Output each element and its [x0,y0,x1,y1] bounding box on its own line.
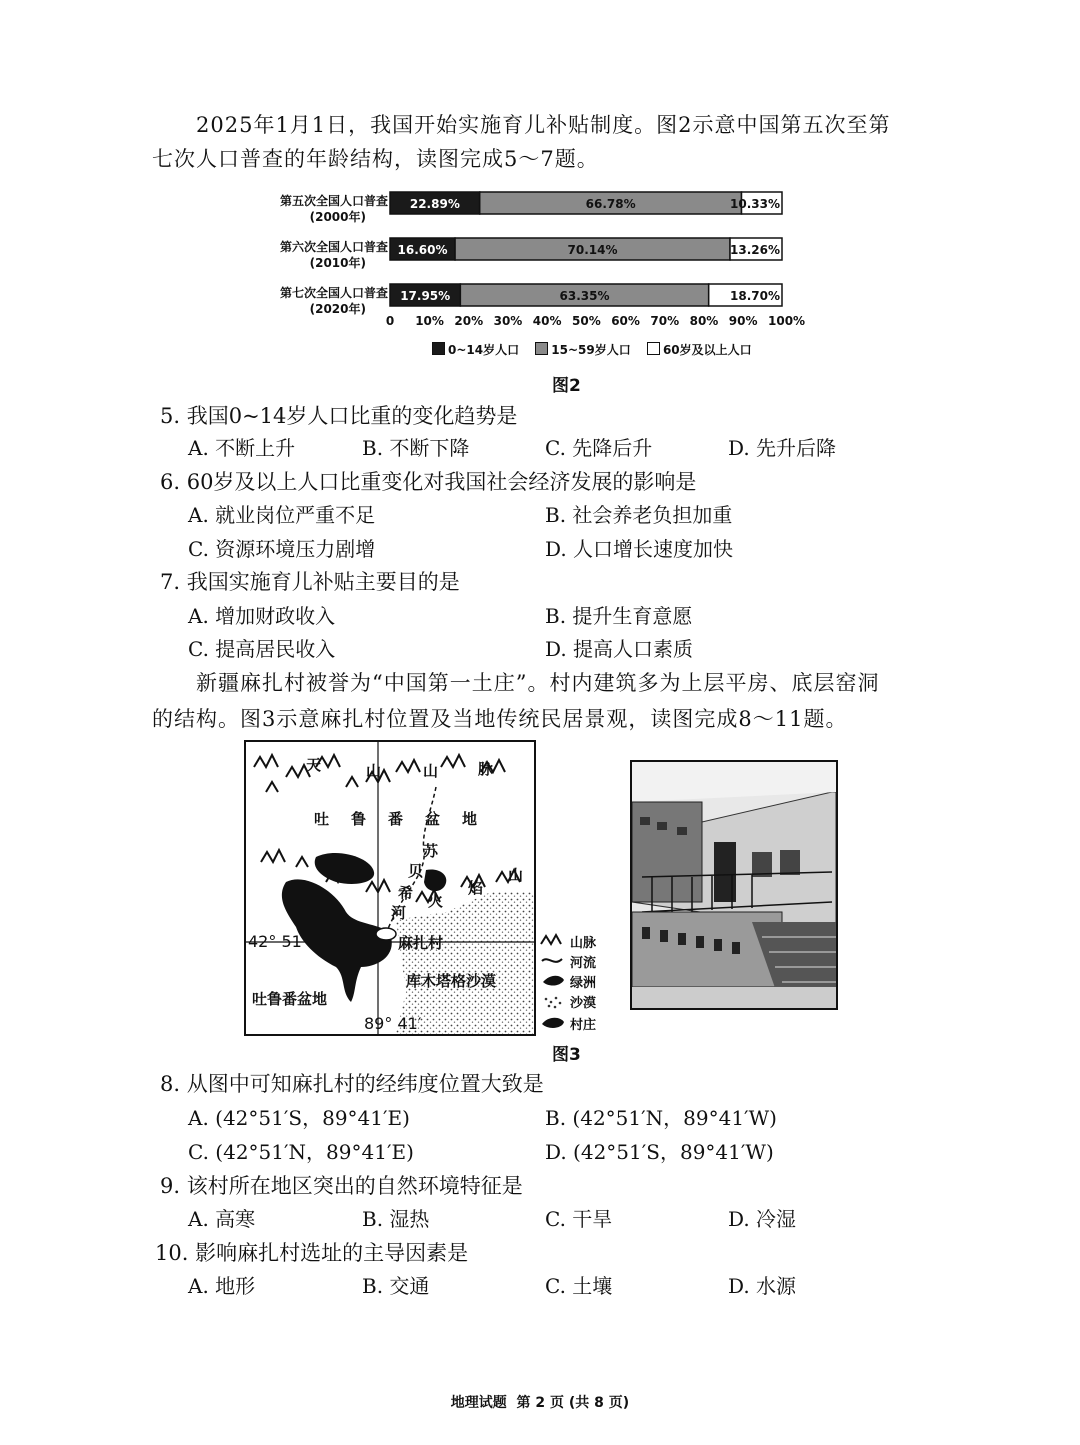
x-tick-label: 0 [385,314,395,328]
x-tick-label: 10% [415,314,444,328]
map-label-basin-bottom: 吐鲁番盆地 [252,990,328,1008]
legend-swatch-dark [432,342,445,355]
village-label: 麻扎村 [398,934,444,952]
q8-option-b: B. (42°51′N，89°41′W) [545,1106,777,1130]
bar-value-label: 70.14% [567,243,618,257]
bar-value-label: 16.60% [397,243,448,257]
q6-option-a: A. 就业岗位严重不足 [188,503,376,527]
map-label-he: 河 [391,904,407,922]
legend-village-label: 村庄 [570,1018,597,1033]
location-map [244,740,536,1036]
legend-desert-label: 沙漠 [570,996,597,1011]
q8-stem: 8. 从图中可知麻扎村的经纬度位置大致是 [160,1072,544,1096]
figure-2-chart [270,188,810,388]
desert-label: 库木塔格沙漠 [406,972,497,990]
legend-item [535,343,630,357]
bar-value-label: 22.89% [409,197,460,211]
q10-stem: 10. 影响麻扎村选址的主导因素是 [155,1241,469,1265]
map-label-mai: 脉 [478,760,494,778]
bar-value-label: 63.35% [559,289,610,303]
figure-2-caption: 图2 [552,376,581,396]
map-label-shan-3: 山 [508,866,524,884]
desert-area [396,892,534,1034]
x-tick-label: 50% [572,314,601,328]
q9-option-d: D. 冷湿 [728,1207,797,1231]
x-tick-label: 80% [689,314,719,328]
x-tick-label: 60% [611,314,640,328]
x-tick-label: 90% [728,314,758,328]
bar-value-label: 66.78% [585,197,636,211]
oasis [424,869,446,891]
q5-option-d: D. 先升后降 [728,436,837,460]
q6-option-c: C. 资源环境压力剧增 [188,537,376,561]
q9-stem: 9. 该村所在地区突出的自然环境特征是 [160,1174,523,1198]
map-label-shan: 山 [366,762,382,780]
q7-option-a: A. 增加财政收入 [188,604,336,628]
q6-option-b: B. 社会养老负担加重 [545,503,733,527]
x-tick-label: 70% [650,314,680,328]
bar-value-label: 18.70% [730,289,780,303]
map-legend [538,930,618,1034]
bar-value-label: 17.95% [400,289,451,303]
q5-stem: 5. 我国0~14岁人口比重的变化趋势是 [160,404,518,428]
village-marker [376,928,396,940]
q5-option-b: B. 不断下降 [362,436,470,460]
q10-option-b: B. 交通 [362,1274,430,1298]
map-label-su: 苏 [423,842,439,860]
category-year: (2000年) [309,210,366,224]
map-label-shan-2: 山 [423,762,439,780]
dwelling-sketch [632,762,836,1008]
q8-option-d: D. (42°51′S，89°41′W) [545,1140,774,1164]
category-name: 第五次全国人口普查 [279,194,388,208]
q9-option-c: C. 干旱 [545,1207,613,1231]
legend-mountain-label: 山脉 [570,936,597,951]
page-footer: 地理试题 第 2 页 (共 8 页) [450,1395,630,1411]
q6-stem: 6. 60岁及以上人口比重变化对我国社会经济发展的影响是 [160,470,697,494]
category-name: 第六次全国人口普查 [279,240,388,254]
category-year: (2010年) [309,256,366,270]
q10-option-a: A. 地形 [188,1274,256,1298]
legend-label: 60岁及以上人口 [662,343,752,357]
legend-oasis-label: 绿洲 [570,976,597,991]
stacked-bar-plot [270,188,810,333]
q10-option-c: C. 土壤 [545,1274,613,1298]
legend-symbols [538,930,568,1034]
map-label-bei: 贝 [408,862,424,880]
map-label-yan: 焰 [468,879,484,897]
q10-option-d: D. 水源 [728,1274,797,1298]
q5-option-a: A. 不断上升 [188,436,296,460]
q5-option-c: C. 先降后升 [545,436,653,460]
q7-option-d: D. 提高人口素质 [545,637,694,661]
x-tick-label: 40% [532,314,562,328]
legend-item [647,343,752,357]
q9-option-a: A. 高寒 [188,1207,256,1231]
desert-icon [545,997,562,1009]
map-label-basin-top: 吐鲁番盆地 [314,810,500,828]
x-tick-label: 30% [493,314,523,328]
map-label-xi: 希 [398,884,414,902]
bar-value-label: 10.33% [730,197,780,211]
x-tick-label: 100% [768,314,806,328]
legend-item [432,343,519,357]
legend-label: 0~14岁人口 [448,343,520,357]
river-icon [542,959,562,962]
bar-value-label: 13.26% [730,243,780,257]
q7-option-b: B. 提升生育意愿 [545,604,693,628]
q6-option-d: D. 人口增长速度加快 [545,537,734,561]
oasis [315,853,374,884]
map-label-huo: 火 [428,892,444,910]
longitude-label: 89° 41′ [364,1014,422,1033]
oasis-icon [543,976,564,986]
x-tick-label: 20% [454,314,484,328]
mountain-icon [541,935,561,944]
chart-legend [432,341,752,358]
intro1-line1: 2025年1月1日，我国开始实施育儿补贴制度。图2示意中国第五次至第 [196,113,891,137]
map-label-tian: 天 [306,756,322,774]
legend-swatch-white [647,342,660,355]
figure-3-caption: 图3 [552,1045,581,1065]
q9-option-b: B. 湿热 [362,1207,430,1231]
intro2-line2: 的结构。图3示意麻扎村位置及当地传统民居景观，读图完成8～11题。 [152,707,848,731]
q7-option-c: C. 提高居民收入 [188,637,336,661]
q7-stem: 7. 我国实施育儿补贴主要目的是 [160,570,460,594]
village-icon [542,1018,564,1028]
legend-river-label: 河流 [570,956,597,971]
q8-option-c: C. (42°51′N，89°41′E) [188,1140,414,1164]
category-year: (2020年) [309,302,366,316]
intro2-line1: 新疆麻扎村被誉为“中国第一土庄”。村内建筑多为上层平房、底层窑洞 [196,671,880,695]
dwelling-photo [630,760,838,1010]
intro1-line2: 七次人口普查的年龄结构，读图完成5～7题。 [152,147,599,171]
q8-option-a: A. (42°51′S，89°41′E) [188,1106,410,1130]
latitude-label: 42° 51′ [248,932,306,951]
x-axis-ticks [270,314,810,332]
legend-label: 15~59岁人口 [551,343,631,357]
legend-swatch-gray [535,342,548,355]
category-name: 第七次全国人口普查 [279,286,388,300]
